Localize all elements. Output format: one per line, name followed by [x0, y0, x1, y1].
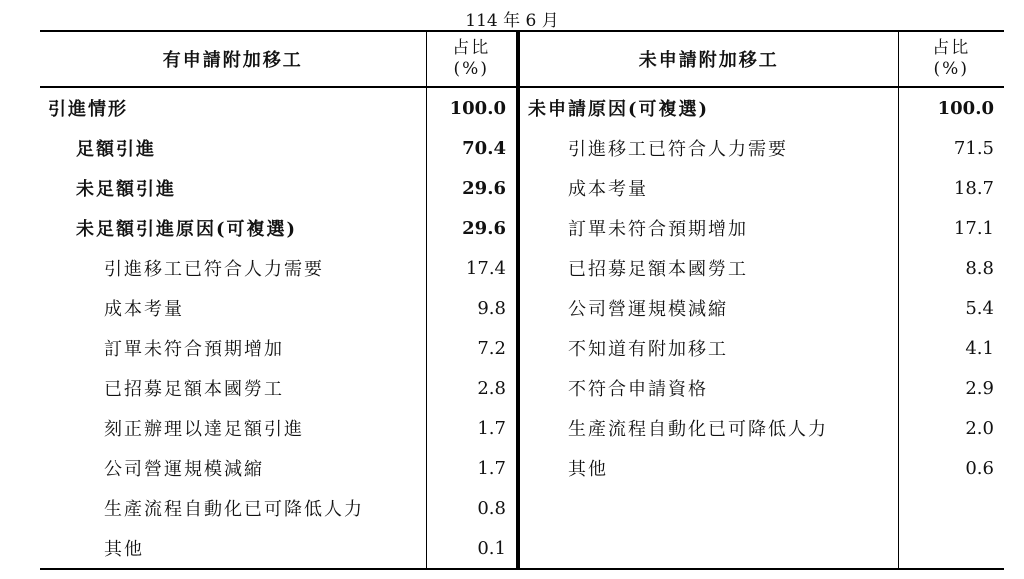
- right-label: 引進移工已符合人力需要: [518, 128, 898, 168]
- left-value: 29.6: [426, 168, 518, 208]
- statistics-table: [40, 30, 1004, 570]
- left-label: 未足額引進: [40, 168, 426, 208]
- table-row: [40, 408, 1004, 448]
- left-label: 成本考量: [40, 288, 426, 328]
- header-row: [40, 31, 1004, 87]
- right-value: 17.1: [953, 217, 994, 239]
- right-label: 已招募足額本國勞工: [518, 248, 898, 288]
- right-value: 8.8: [965, 257, 994, 279]
- left-value: 17.4: [426, 248, 518, 288]
- left-label: 刻正辦理以達足額引進: [40, 408, 426, 448]
- left-label: 已招募足額本國勞工: [40, 368, 426, 408]
- right-value: 5.4: [965, 297, 994, 319]
- right-value: 0.6: [965, 457, 994, 479]
- right-label: 公司營運規模減縮: [518, 288, 898, 328]
- right-value: 2.0: [965, 417, 994, 439]
- table-row: [40, 87, 1004, 128]
- table-row: [40, 248, 1004, 288]
- left-value: 9.8: [426, 288, 518, 328]
- left-label: 未足額引進原因(可複選): [40, 208, 426, 248]
- right-value: 2.9: [965, 377, 994, 399]
- left-value: 29.6: [426, 208, 518, 248]
- table-row: [40, 128, 1004, 168]
- left-title-header: 有申請附加移工: [40, 31, 426, 87]
- right-label: 未申請原因(可複選): [518, 87, 898, 128]
- table-row: [40, 528, 1004, 569]
- left-value: 2.8: [426, 368, 518, 408]
- table-row: [40, 488, 1004, 528]
- left-label: 引進移工已符合人力需要: [40, 248, 426, 288]
- right-label: [518, 528, 898, 569]
- right-value: 4.1: [965, 337, 994, 359]
- table-row: [40, 368, 1004, 408]
- right-pct-line2: (%): [933, 59, 969, 79]
- left-value: 1.7: [426, 448, 518, 488]
- right-value: 71.5: [953, 137, 994, 159]
- table-row: [40, 448, 1004, 488]
- left-label: 引進情形: [40, 87, 426, 128]
- right-label: 其他: [518, 448, 898, 488]
- left-pct-header: [426, 31, 518, 87]
- left-label: 足額引進: [40, 128, 426, 168]
- table-row: [40, 328, 1004, 368]
- left-value: 7.2: [426, 328, 518, 368]
- right-label: 生產流程自動化已可降低人力: [518, 408, 898, 448]
- right-label: [518, 488, 898, 528]
- right-value: 100.0: [937, 97, 994, 119]
- left-value: 0.1: [426, 528, 518, 569]
- right-label: 訂單未符合預期增加: [518, 208, 898, 248]
- left-label: 生產流程自動化已可降低人力: [40, 488, 426, 528]
- right-value: 18.7: [953, 177, 994, 199]
- right-value: [898, 488, 1004, 528]
- right-value: [898, 528, 1004, 569]
- left-value: 70.4: [426, 128, 518, 168]
- right-pct-line1: 占比: [932, 38, 971, 58]
- table-row: [40, 168, 1004, 208]
- table-row: [40, 288, 1004, 328]
- right-label: 不符合申請資格: [518, 368, 898, 408]
- right-pct-header: [898, 31, 1004, 87]
- left-label: 其他: [40, 528, 426, 569]
- right-label: 成本考量: [518, 168, 898, 208]
- left-value: 1.7: [426, 408, 518, 448]
- left-pct-line2: (%): [453, 59, 489, 79]
- right-title-header: 未申請附加移工: [518, 31, 898, 87]
- left-value: 100.0: [426, 87, 518, 128]
- left-label: 公司營運規模減縮: [40, 448, 426, 488]
- left-pct-line1: 占比: [452, 38, 491, 58]
- table-caption: 114 年 6 月: [465, 11, 559, 31]
- table-row: [40, 208, 1004, 248]
- right-label: 不知道有附加移工: [518, 328, 898, 368]
- left-value: 0.8: [426, 488, 518, 528]
- left-label: 訂單未符合預期增加: [40, 328, 426, 368]
